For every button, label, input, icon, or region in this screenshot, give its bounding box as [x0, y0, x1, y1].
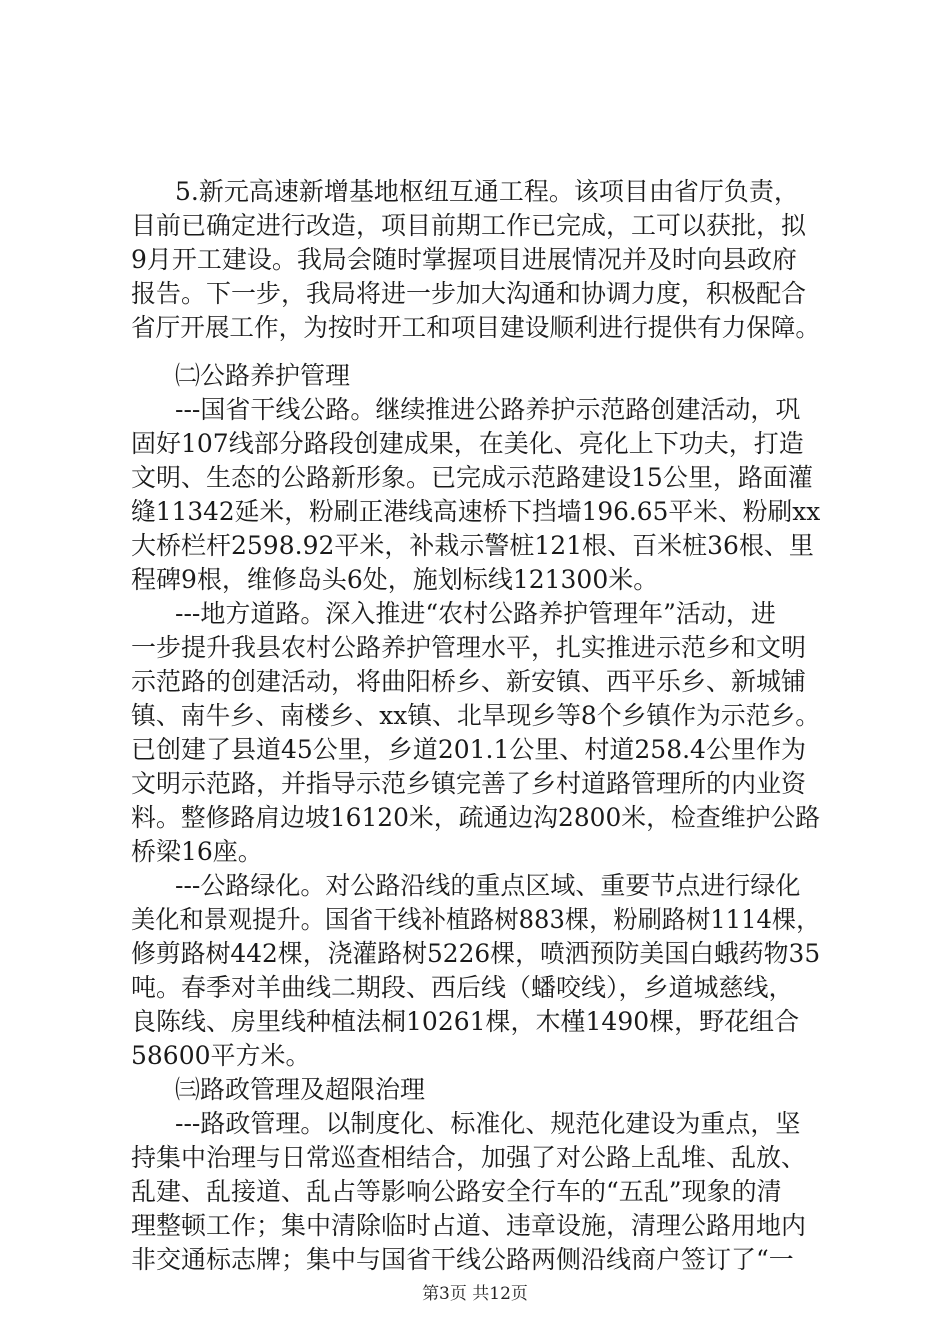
section-heading: ㈡公路养护管理 [175, 361, 351, 390]
text-line: 文明、生态的公路新形象。已完成示范路建设15公里，路面灌 [131, 463, 813, 492]
text-line: 58600平方米。 [131, 1041, 311, 1070]
text-line: 吨。春季对羊曲线二期段、西后线（蟠咬线），乡道城慈线， [131, 973, 794, 1002]
text-line: 理整顿工作；集中清除临时占道、违章设施，清理公路用地内 [131, 1211, 807, 1240]
section-heading: ㈢路政管理及超限治理 [175, 1075, 426, 1104]
text-line: 料。整修路肩边坡16120米，疏通边沟2800米，检查维护公路 [131, 803, 821, 832]
text-line: ---路政管理。以制度化、标准化、规范化建设为重点，坚 [175, 1109, 801, 1138]
text-line: ---公路绿化。对公路沿线的重点区域、重要节点进行绿化 [175, 871, 801, 900]
text-line: 9月开工建设。我局会随时掌握项目进展情况并及时向县政府 [131, 245, 797, 274]
text-line: 一步提升我县农村公路养护管理水平，扎实推进示范乡和文明 [131, 633, 807, 662]
text-line: 文明示范路，并指导示范乡镇完善了乡村道路管理所的内业资 [131, 769, 807, 798]
page-number-footer: 第3页 共12页 [422, 1284, 528, 1304]
text-line: 修剪路树442棵，浇灌路树5226棵，喷洒预防美国白蛾药物35 [131, 939, 821, 968]
text-line: 良陈线、房里线种植法桐10261棵，木槿1490棵，野花组合 [131, 1007, 800, 1036]
text-line: 程碑9根，维修岛头6处，施划标线121300米。 [131, 565, 659, 594]
text-line: ---地方道路。深入推进“农村公路养护管理年”活动，进 [175, 599, 776, 628]
text-line: 桥梁16座。 [131, 837, 263, 866]
text-line: 非交通标志牌；集中与国省干线公路两侧沿线商户签订了“一 [131, 1245, 794, 1274]
text-line: 乱建、乱接道、乱占等影响公路安全行车的“五乱”现象的清 [131, 1177, 782, 1206]
text-line: 5.新元高速新增基地枢纽互通工程。该项目由省厅负责， [175, 177, 799, 206]
text-line: 大桥栏杆2598.92平米，补栽示警桩121根、百米桩36根、里 [131, 531, 814, 560]
text-line: 缝11342延米，粉刷正港线高速桥下挡墙196.65平米、粉刷xx [131, 497, 821, 526]
text-line: 已创建了县道45公里，乡道201.1公里、村道258.4公里作为 [131, 735, 806, 764]
text-line: 美化和景观提升。国省干线补植路树883棵，粉刷路树1114棵， [131, 905, 821, 934]
text-line: ---国省干线公路。继续推进公路养护示范路创建活动，巩 [175, 395, 801, 424]
text-line: 目前已确定进行改造，项目前期工作已完成，工可以获批，拟 [131, 211, 807, 240]
text-line: 镇、南牛乡、南楼乡、xx镇、北旱现乡等8个乡镇作为示范乡。 [131, 701, 821, 730]
text-line: 固好107线部分路段创建成果，在美化、亮化上下功夫，打造 [131, 429, 804, 458]
text-line: 持集中治理与日常巡查相结合，加强了对公路上乱堆、乱放、 [131, 1143, 807, 1172]
text-line: 省厅开展工作，为按时开工和项目建设顺利进行提供有力保障。 [131, 313, 821, 342]
text-line: 示范路的创建活动，将曲阳桥乡、新安镇、西平乐乡、新城铺 [131, 667, 807, 696]
text-line: 报告。下一步，我局将进一步加大沟通和协调力度，积极配合 [131, 279, 807, 308]
